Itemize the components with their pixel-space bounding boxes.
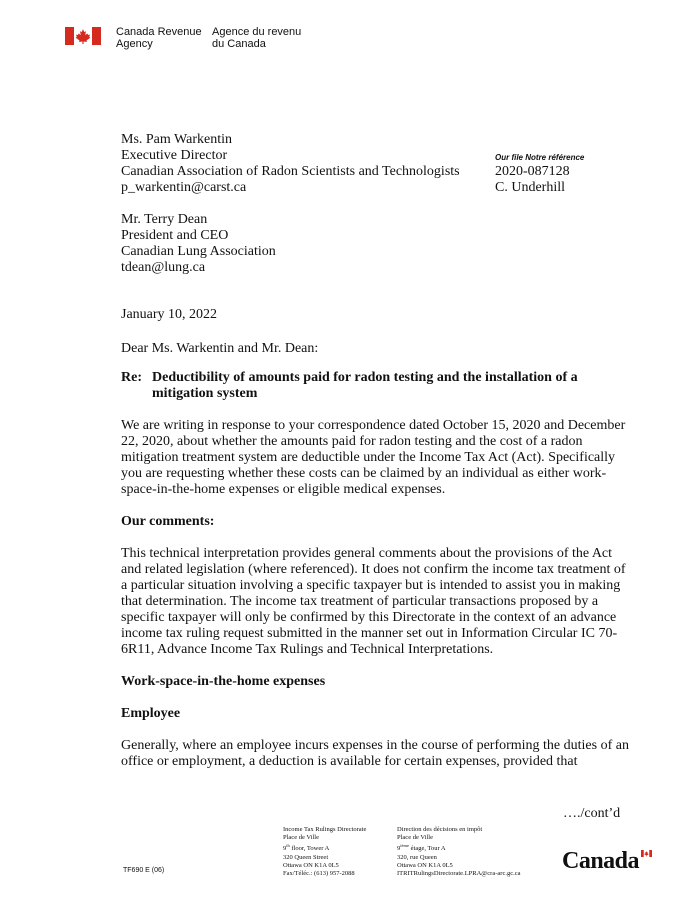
canada-wordmark: Canada: [562, 848, 640, 874]
footer-en-line6: Fax/Téléc.: (613) 957-2088: [283, 870, 355, 878]
heading-workspace: Work-space-in-the-home expenses: [121, 674, 326, 689]
heading-employee: Employee: [121, 706, 181, 721]
footer-fr-line5: Ottawa ON K1A 0L5: [397, 861, 453, 869]
agency-en-line2: Agency: [116, 38, 153, 50]
body-paragraph-3: Generally, where an employee incurs expenses in the course of performing the duties of an office or employment, a deduction is available for certain expenses, provided that: [121, 738, 629, 769]
recipient2-address: [121, 212, 276, 276]
recipient2-title: President and CEO: [121, 228, 229, 243]
subject-text: Deductibility of amounts paid for radon testing and the installation of a mitigation system: [152, 370, 578, 401]
body-paragraph-1: We are writing in response to your correspondence dated October 15, 2020 and December 22, 2020, about whether the amounts paid for radon testing and the cost of a radon mitigation treatment system are deductible under the Income Tax Act (Act). Specifically you are requesting whether these costs can be claimed by an individual as either work-space-in-the-home expenses or eligible medical expenses.: [121, 418, 626, 497]
footer-fr-line3: 9ième étage, Tour A: [397, 843, 446, 853]
footer-en-line4: 320 Queen Street: [283, 853, 329, 861]
footer-fr-line1: Direction des décisions en impôt: [397, 826, 483, 833]
recipient2-email: tdean@lung.ca: [121, 260, 206, 275]
footer-en-line2: Place de Ville: [283, 834, 319, 842]
agency-name-en: [116, 26, 202, 50]
reference-author: C. Underhill: [495, 180, 565, 195]
form-id: TF690 E (06): [123, 867, 165, 874]
recipient1-organization: Canadian Association of Radon Scientists and Technologists: [121, 164, 460, 179]
salutation: Dear Ms. Warkentin and Mr. Dean:: [121, 341, 319, 356]
footer-address-fr: [397, 826, 520, 878]
footer-fr-line4: 320, rue Queen: [397, 853, 437, 861]
canada-flag-icon: [65, 27, 101, 45]
agency-name-fr: [212, 26, 301, 50]
agency-en-line1: Canada Revenue: [116, 26, 202, 38]
heading-our-comments: Our comments:: [121, 514, 215, 529]
continued-marker: …./cont’d: [563, 806, 621, 821]
recipient2-name: Mr. Terry Dean: [121, 212, 208, 227]
reference-block: [495, 164, 570, 196]
footer-fr-line2: Place de Ville: [397, 834, 433, 842]
recipient1-title: Executive Director: [121, 148, 228, 163]
subject-label: Re:: [121, 370, 142, 385]
file-number: 2020-087128: [495, 164, 570, 179]
letter-date: January 10, 2022: [121, 307, 218, 322]
agency-fr-line2: du Canada: [212, 38, 266, 50]
recipient1-email: p_warkentin@carst.ca: [121, 180, 247, 195]
recipient2-organization: Canadian Lung Association: [121, 244, 276, 259]
footer-address-en: [283, 826, 366, 878]
footer-fr-line6: ITRITRulingsDirectorate.LPRA@cra-arc.gc.ca: [397, 870, 521, 878]
reference-label: Our file Notre référence: [495, 153, 585, 162]
agency-fr-line1: Agence du revenu: [212, 26, 302, 38]
wordmark-flag-icon: [641, 850, 652, 857]
body-paragraph-2: This technical interpretation provides general comments about the provisions of the Act and related legislation (where referenced). It does not confirm the income tax treatment of a particular situation involving a specific taxpayer but is intended to assist you in making that determination. The income tax treatment of particular transactions proposed by a specific taxpayer will only be confirmed by this Directorate in the context of an advance income tax ruling request submitted in the manner set out in Information Circular IC 70-6R11, Advance Income Tax Rulings and Technical Interpretations.: [121, 546, 626, 657]
footer-en-line5: Ottawa ON K1A 0L5: [283, 861, 339, 869]
recipient1-address: [121, 132, 460, 196]
footer-en-line3: 9th floor, Tower A: [283, 843, 330, 853]
recipient1-name: Ms. Pam Warkentin: [121, 132, 232, 147]
footer-en-line1: Income Tax Rulings Directorate: [283, 826, 367, 833]
